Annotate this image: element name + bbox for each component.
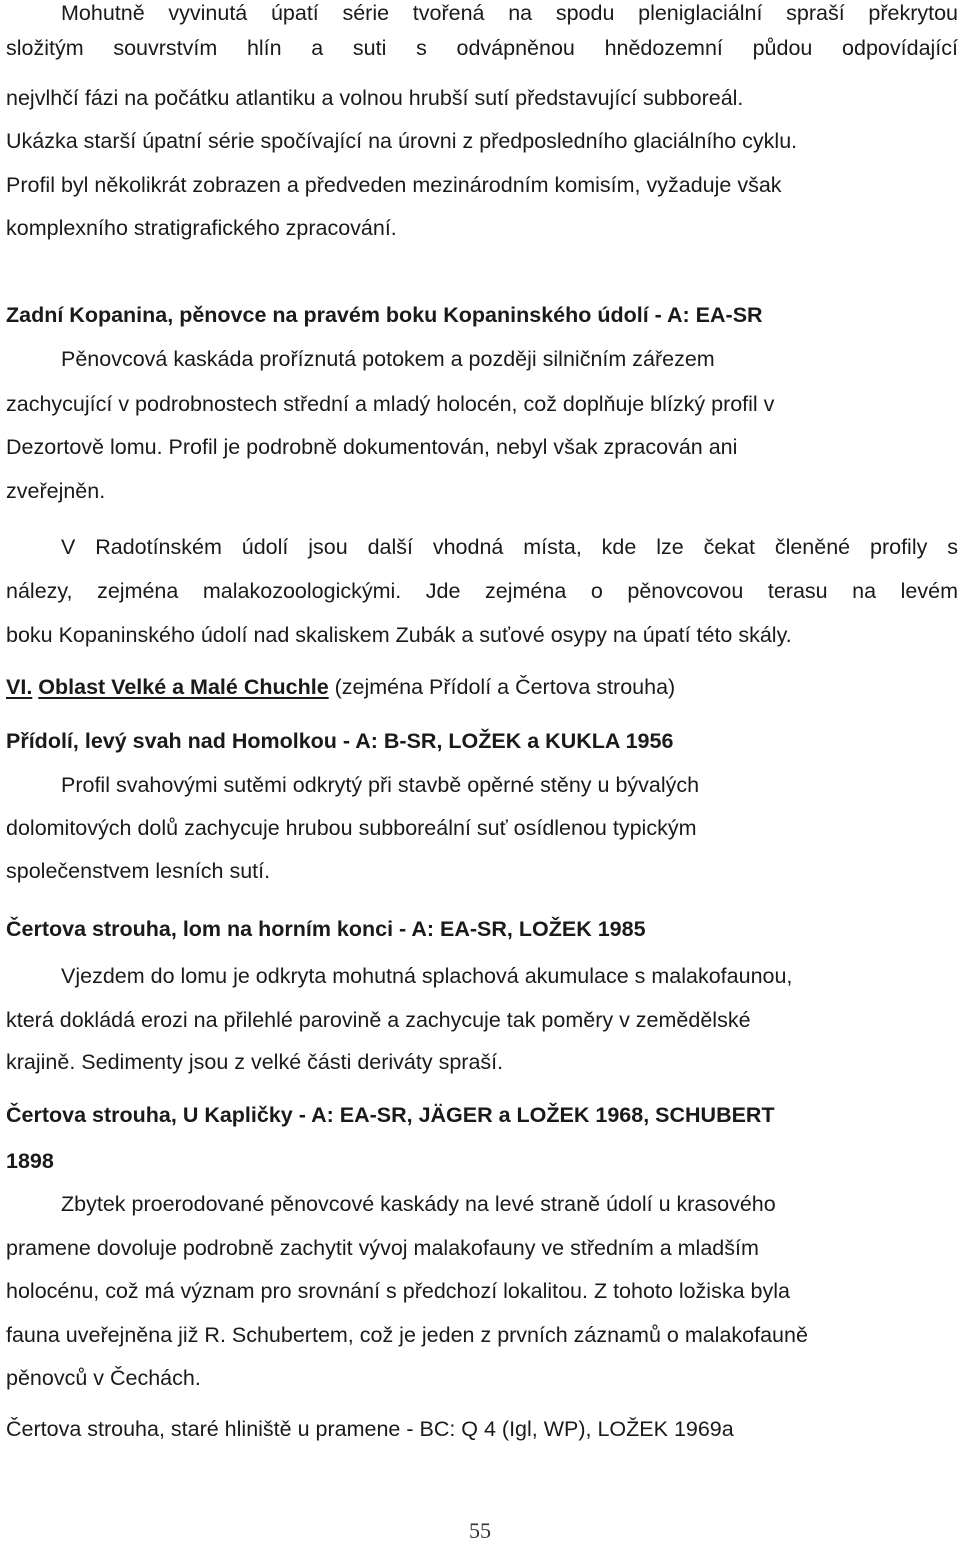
paragraph-line: Dezortově lomu. Profil je podrobně dokumentován, nebyl však zpracován ani [6,435,738,459]
paragraph-line: Ukázka starší úpatní série spočívající na úrovni z předposledního glaciálního cyklu. [6,129,798,153]
paragraph-line: dolomitových dolů zachycuje hrubou subboreální suť osídlenou typickým [6,816,697,840]
section-heading: Přídolí, levý svah nad Homolkou - A: B-SR, LOŽEK a KUKLA 1956 [6,729,674,753]
paragraph-line: krajině. Sedimenty jsou z velké části deriváty spraší. [6,1050,504,1074]
section-heading: 1898 [6,1149,54,1173]
paragraph-line: Mohutně vyvinutá úpatí série tvořená na spodu pleniglaciální spraší překrytou [61,1,958,25]
section-heading: Zadní Kopanina, pěnovce na pravém boku Kopaninského údolí - A: EA-SR [6,303,763,327]
page-number: 55 [469,1518,491,1543]
chapter-subtitle: (zejména Přídolí a Čertova strouha) [328,675,676,699]
paragraph-line: která dokládá erozi na přilehlé parovině a zachycuje tak poměry v zemědělské [6,1008,751,1032]
paragraph-line: nejvlhčí fázi na počátku atlantiku a volnou hrubší sutí představující subboreál. [6,86,744,110]
paragraph-line: pěnovců v Čechách. [6,1366,201,1390]
paragraph-line: společenstvem lesních sutí. [6,859,271,883]
chapter-title: Oblast Velké a Malé Chuchle [38,675,329,699]
paragraph-line: Zbytek proerodované pěnovcové kaskády na levé straně údolí u krasového [61,1192,776,1216]
paragraph-line: Profil byl několikrát zobrazen a předveden mezinárodním komisím, vyžaduje však [6,173,782,197]
paragraph-line: Profil svahovými sutěmi odkrytý při stavbě opěrné stěny u bývalých [61,773,700,797]
section-heading: Čertova strouha, U Kapličky - A: EA-SR, JÄGER a LOŽEK 1968, SCHUBERT [6,1103,775,1127]
paragraph-line: holocénu, což má význam pro srovnání s předchozí lokalitou. Z tohoto ložiska byla [6,1279,790,1303]
paragraph-line: Čertova strouha, staré hliniště u pramene - BC: Q 4 (Igl, WP), LOŽEK 1969a [6,1417,734,1441]
paragraph-line: komplexního stratigrafického zpracování. [6,216,397,240]
section-heading: Čertova strouha, lom na horním konci - A: EA-SR, LOŽEK 1985 [6,917,646,941]
paragraph-line: zveřejněn. [6,479,106,503]
paragraph-line: Pěnovcová kaskáda proříznutá potokem a později silničním zářezem [61,347,715,371]
chapter-heading [6,674,675,700]
paragraph-line: pramene dovoluje podrobně zachytit vývoj malakofauny ve středním a mladším [6,1236,759,1260]
paragraph-line: nálezy, zejména malakozoologickými. Jde zejména o pěnovcovou terasu na levém [6,579,958,603]
paragraph-line: Vjezdem do lomu je odkryta mohutná splachová akumulace s malakofaunou, [61,964,793,988]
paragraph-line: fauna uveřejněna již R. Schubertem, což je jeden z prvních záznamů o malakofauně [6,1323,808,1347]
paragraph-line: V Radotínském údolí jsou další vhodná místa, kde lze čekat členěné profily s [61,535,958,559]
paragraph-line: složitým souvrstvím hlín a suti s odvápněnou hnědozemní půdou odpovídající [6,36,958,60]
paragraph-line: zachycující v podrobnostech střední a mladý holocén, což doplňuje blízký profil v [6,392,775,416]
chapter-number: VI. [6,675,33,699]
paragraph-line: boku Kopaninského údolí nad skaliskem Zubák a suťové osypy na úpatí této skály. [6,623,792,647]
